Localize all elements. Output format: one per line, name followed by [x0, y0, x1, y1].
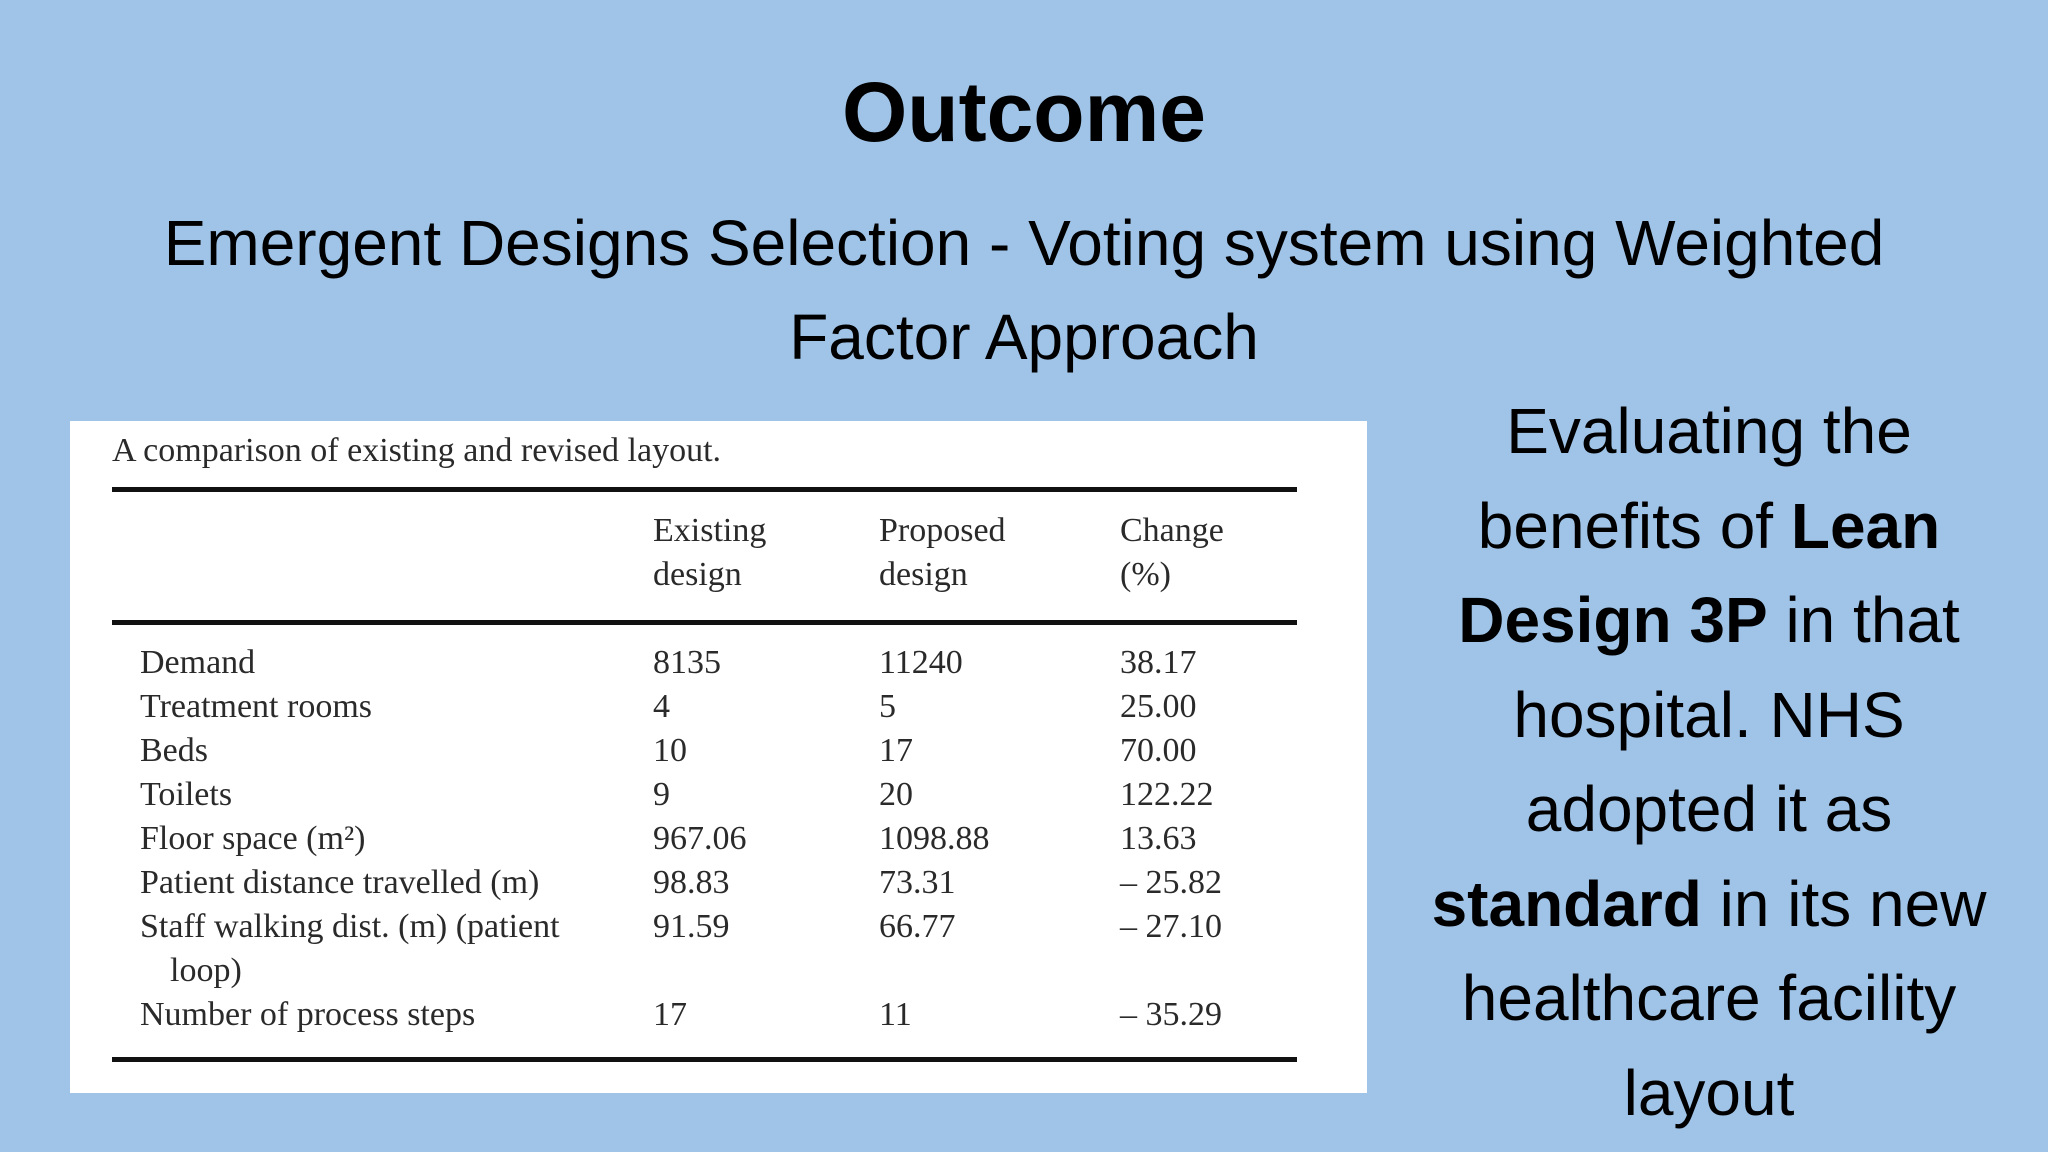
- slide-title: Outcome: [841, 65, 1207, 159]
- table-header-rule: [112, 620, 1297, 625]
- cell-existing: 9: [653, 776, 670, 813]
- side-text-part: in its new healthcare facility layout: [1461, 867, 1987, 1129]
- side-text-part: in that hospital. NHS adopted it as: [1513, 584, 1960, 845]
- cell-proposed: 20: [879, 776, 913, 813]
- cell-proposed: 73.31: [879, 864, 956, 901]
- slide-subtitle: [90, 196, 1958, 384]
- cell-existing: 98.83: [653, 864, 730, 901]
- side-text-bold-lean: Lean Design 3P: [1458, 489, 1941, 656]
- table-bottom-rule: [112, 1057, 1297, 1062]
- cell-proposed: 17: [879, 732, 913, 769]
- cell-proposed: 11: [879, 996, 912, 1033]
- cell-change: – 35.29: [1120, 996, 1222, 1033]
- side-text-bold-standard: standard: [1431, 867, 1702, 940]
- cell-existing: 967.06: [653, 820, 747, 857]
- row-label: Beds: [140, 732, 208, 769]
- cell-existing: 8135: [653, 644, 721, 681]
- header-change: Change (%): [1120, 512, 1224, 593]
- cell-change: 13.63: [1120, 820, 1197, 857]
- row-label: Treatment rooms: [140, 688, 373, 725]
- side-text-part: Evaluating the benefits of: [1477, 395, 1912, 562]
- cell-proposed: 5: [879, 688, 896, 725]
- cell-change: 122.22: [1120, 776, 1214, 813]
- cell-proposed: 11240: [879, 644, 963, 681]
- row-label: Toilets: [140, 776, 233, 813]
- side-text: [1425, 384, 1993, 1140]
- cell-proposed: 66.77: [879, 908, 956, 945]
- subtitle-line-1: Emergent Designs Selection - Voting system using Weighted: [163, 207, 1885, 279]
- cell-proposed: 1098.88: [879, 820, 990, 857]
- cell-existing: 17: [653, 996, 687, 1033]
- cell-existing: 4: [653, 688, 670, 725]
- row-label: Floor space (m²): [140, 820, 366, 857]
- table-caption: A comparison of existing and revised layout.: [112, 432, 722, 469]
- row-label: Patient distance travelled (m): [140, 864, 540, 901]
- cell-change: 25.00: [1120, 688, 1197, 725]
- row-label: Demand: [140, 644, 256, 681]
- header-proposed: Proposed design: [879, 512, 1006, 593]
- header-existing: Existing design: [653, 512, 767, 593]
- cell-change: 38.17: [1120, 644, 1197, 681]
- row-label: Staff walking dist. (m) (patient loop): [140, 908, 560, 989]
- table-top-rule: [112, 487, 1297, 492]
- cell-change: – 25.82: [1120, 864, 1222, 901]
- row-label: Number of process steps: [140, 996, 476, 1033]
- comparison-table: [70, 421, 1367, 1093]
- cell-change: – 27.10: [1120, 908, 1222, 945]
- cell-change: 70.00: [1120, 732, 1197, 769]
- cell-existing: 10: [653, 732, 687, 769]
- subtitle-line-2: Factor Approach: [789, 301, 1259, 373]
- cell-existing: 91.59: [653, 908, 730, 945]
